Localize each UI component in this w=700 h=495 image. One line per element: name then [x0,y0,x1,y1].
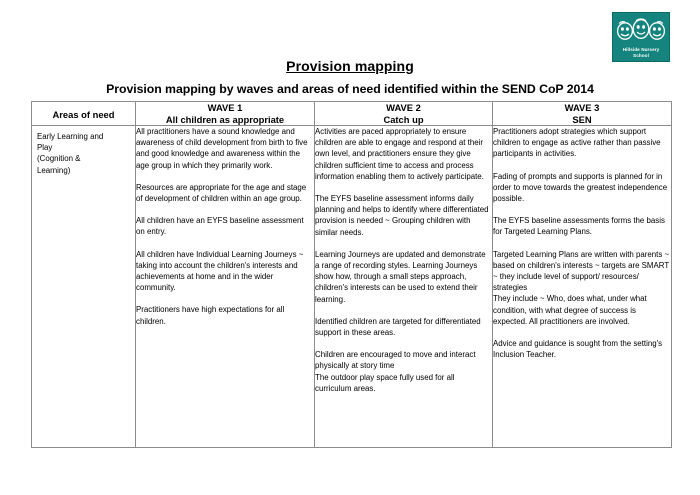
paragraph: Practitioners adopt strategies which support children to engage as active rather than passive participants in activities. [493,127,661,159]
paragraph: The EYFS baseline assessments forms the basis for Targeted Learning Plans. [493,216,665,237]
paragraph: Activities are paced appropriately to ensure children are able to engage and respond at their own level, and practitioners ensure they give children sufficient time to access and process information enabling them to actively participate. [315,127,484,181]
wave-1-paragraphs [136,126,314,327]
header-line-1: WAVE 2 [386,102,421,113]
column-header-wave-1 [136,102,315,126]
header-line-1: WAVE 3 [564,102,600,113]
paragraph: Learning Journeys are updated and demonstrate a range of recording styles. Learning Journeys show how, through a small steps approach, children's interests can be used to extend their learning. [315,249,486,304]
logo-text-line1: Hillside Nursery [622,47,660,53]
provision-mapping-table [31,101,672,448]
cell-wave-2 [315,126,493,448]
column-header-wave-3 [493,102,672,126]
paragraph: Fading of prompts and supports is planned for in order to move towards the greatest independence possible. [493,171,668,204]
header-line-2: Catch up [383,113,424,125]
table-header [32,102,672,126]
header-line-1: Areas of need [52,109,115,121]
paragraph: The EYFS baseline assessment informs daily planning and helps to identify where differentiated provision is needed ~ Grouping children with similar needs. [315,194,489,237]
text-line: Play [37,143,53,153]
paragraph: Resources are appropriate for the age and stage of development of children within an age group. [136,182,307,204]
paragraph: Targeted Learning Plans are written with parents ~ based on children's interests ~ targets are SMART ~ they include level of support/ resources/ strategies They include ~ Who, does what, under what condition, with what degree of success is expected. All practitioners are involved. [493,249,670,326]
paragraph: Advice and guidance is sought from the setting's Inclusion Teacher. [493,339,663,360]
table-row [32,126,672,448]
text-line: (Cognition & [37,154,81,164]
page-title: Provision mapping [286,58,414,74]
area-of-need-lines [37,131,131,176]
logo-text [613,47,669,58]
wave-3-paragraphs [493,126,671,360]
header-line-2: SEN [572,113,592,125]
column-header-wave-2 [315,102,493,126]
paragraph: All children have an EYFS baseline assessment on entry. [136,216,304,237]
wave-2-paragraphs [315,126,492,394]
logo-text-line2: School [633,52,649,58]
column-header-areas-of-need [32,102,136,126]
cell-wave-1 [136,126,315,448]
cell-wave-3 [493,126,672,448]
table-body [32,126,672,448]
cell-area-of-need [32,126,136,448]
school-logo [612,12,668,60]
paragraph: All practitioners have a sound knowledge and awareness of child development from birth to five and good knowledge and awareness within the age group in which they primarily work. [136,127,308,170]
provision-mapping-table-wrapper [31,101,671,448]
three-faces-icon [616,18,666,42]
paragraph: Children are encouraged to move and interact physically at story time The outdoor play space fully used for all curriculum areas. [315,350,476,393]
paragraph: Identified children are targeted for differentiated support in these areas. [315,316,481,338]
text-line: Learning) [37,165,71,175]
paragraph: Practitioners have high expectations for all children. [136,305,285,326]
paragraph: All children have Individual Learning Journeys ~ taking into account the children's interests and achievements at home and in the wider community. [136,249,304,293]
page-subtitle: Provision mapping by waves and areas of need identified within the SEND CoP 2014 [106,82,594,96]
header-line-2: All children as appropriate [165,113,285,125]
header-line-1: WAVE 1 [207,102,243,113]
logo-box [612,12,670,62]
text-line: Early Learning and [37,132,104,141]
table-header-row [32,102,672,126]
